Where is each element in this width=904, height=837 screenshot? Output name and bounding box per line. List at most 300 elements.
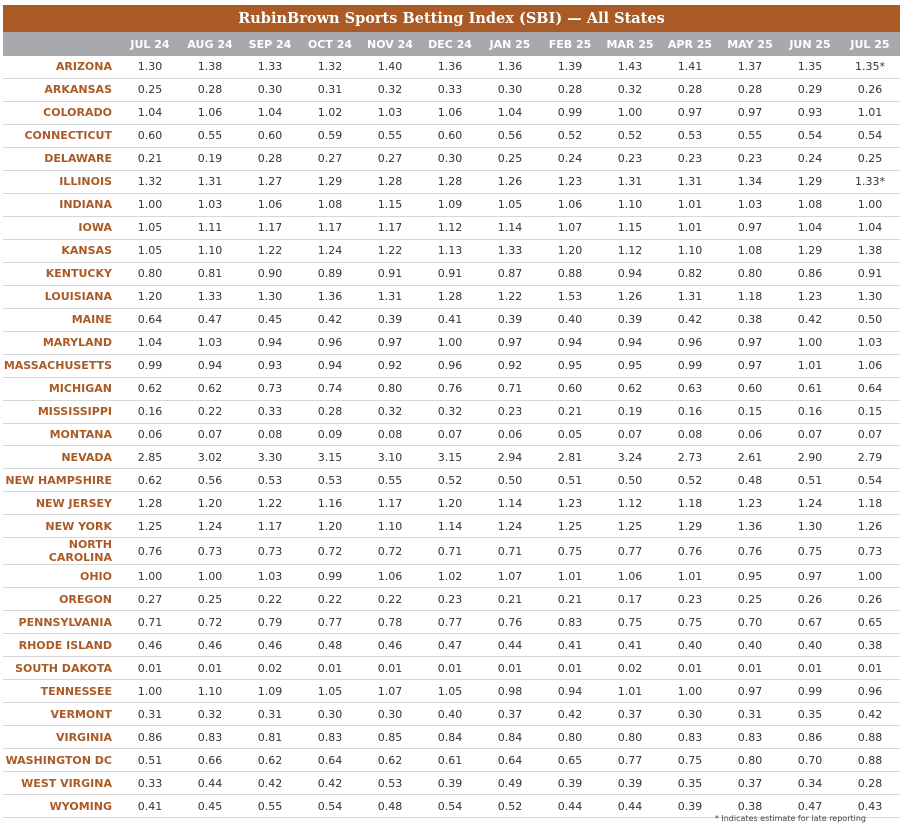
index-value-cell: 0.23 [600,147,660,170]
index-value-cell: 1.36 [720,515,780,538]
index-value-cell: 0.71 [120,611,180,634]
index-value-cell: 0.94 [600,331,660,354]
index-value-cell: 0.28 [720,78,780,101]
index-value-cell: 1.16 [300,492,360,515]
table-row [3,193,900,216]
index-value-cell: 1.31 [660,170,720,193]
sbi-table-container [3,5,900,818]
index-value-cell: 0.55 [720,124,780,147]
index-value-cell: 0.07 [780,423,840,446]
table-title: RubinBrown Sports Betting Index (SBI) — All States [3,5,900,32]
index-value-cell: 2.94 [480,446,540,469]
index-value-cell: 0.82 [660,262,720,285]
index-value-cell: 0.83 [300,726,360,749]
state-name: OREGON [3,588,120,611]
index-value-cell: 0.49 [480,772,540,795]
index-value-cell: 0.45 [180,795,240,818]
index-value-cell: 0.06 [720,423,780,446]
index-value-cell: 0.07 [180,423,240,446]
index-value-cell: 0.01 [480,657,540,680]
index-value-cell: 0.94 [540,680,600,703]
index-value-cell: 0.26 [840,78,900,101]
index-value-cell: 1.17 [360,216,420,239]
index-value-cell: 1.03 [840,331,900,354]
index-value-cell: 0.25 [720,588,780,611]
state-name: MASSACHUSETTS [3,354,120,377]
state-name: ILLINOIS [3,170,120,193]
table-row [3,147,900,170]
index-value-cell: 3.15 [300,446,360,469]
index-value-cell: 0.80 [540,726,600,749]
index-value-cell: 1.08 [720,239,780,262]
index-value-cell: 1.06 [540,193,600,216]
index-value-cell: 1.00 [840,193,900,216]
index-value-cell: 0.22 [360,588,420,611]
index-value-cell: 1.24 [300,239,360,262]
index-value-cell: 0.40 [720,634,780,657]
index-value-cell: 3.15 [420,446,480,469]
table-row [3,588,900,611]
index-value-cell: 0.76 [120,538,180,565]
month-header: NOV 24 [360,32,420,56]
index-value-cell: 0.26 [840,588,900,611]
table-row [3,331,900,354]
index-value-cell: 0.97 [720,354,780,377]
state-name: WEST VIRGINA [3,772,120,795]
index-value-cell: 0.47 [180,308,240,331]
index-value-cell: 1.18 [720,285,780,308]
index-value-cell: 0.64 [480,749,540,772]
index-value-cell: 0.51 [120,749,180,772]
table-row [3,423,900,446]
state-name: VIRGINIA [3,726,120,749]
index-value-cell: 1.05 [420,680,480,703]
index-value-cell: 1.24 [480,515,540,538]
index-value-cell: 1.03 [180,193,240,216]
table-row [3,124,900,147]
index-value-cell: 0.99 [780,680,840,703]
index-value-cell: 1.12 [420,216,480,239]
index-value-cell: 1.07 [480,565,540,588]
index-value-cell: 0.28 [300,400,360,423]
index-value-cell: 0.07 [420,423,480,446]
index-value-cell: 1.07 [540,216,600,239]
index-value-cell: 2.61 [720,446,780,469]
index-value-cell: 1.31 [180,170,240,193]
index-value-cell: 1.01 [660,565,720,588]
index-value-cell: 1.20 [300,515,360,538]
index-value-cell: 0.42 [840,703,900,726]
index-value-cell: 0.97 [660,101,720,124]
month-header: JUL 24 [120,32,180,56]
index-value-cell: 1.00 [660,680,720,703]
index-value-cell: 1.02 [420,565,480,588]
index-value-cell: 0.86 [120,726,180,749]
index-value-cell: 1.23 [720,492,780,515]
index-value-cell: 0.41 [120,795,180,818]
index-value-cell: 1.08 [780,193,840,216]
index-value-cell: 0.46 [240,634,300,657]
index-value-cell: 1.10 [660,239,720,262]
index-value-cell: 0.97 [780,565,840,588]
table-row [3,239,900,262]
index-value-cell: 1.12 [600,492,660,515]
index-value-cell: 1.36 [480,56,540,78]
index-value-cell: 1.20 [180,492,240,515]
index-value-cell: 0.42 [300,308,360,331]
state-name: LOUISIANA [3,285,120,308]
index-value-cell: 0.60 [120,124,180,147]
state-name: WASHINGTON DC [3,749,120,772]
index-value-cell: 0.41 [540,634,600,657]
index-value-cell: 0.88 [840,749,900,772]
index-value-cell: 0.80 [120,262,180,285]
index-value-cell: 0.97 [360,331,420,354]
index-value-cell: 3.24 [600,446,660,469]
index-value-cell: 0.64 [840,377,900,400]
index-value-cell: 1.20 [420,492,480,515]
index-value-cell: 1.05 [120,216,180,239]
index-value-cell: 0.52 [660,469,720,492]
state-name: MONTANA [3,423,120,446]
index-value-cell: 0.78 [360,611,420,634]
index-value-cell: 0.76 [660,538,720,565]
index-value-cell: 0.91 [420,262,480,285]
index-value-cell: 1.20 [120,285,180,308]
index-value-cell: 1.22 [360,239,420,262]
index-value-cell: 0.08 [660,423,720,446]
index-value-cell: 0.24 [540,147,600,170]
table-row [3,492,900,515]
index-value-cell: 0.46 [120,634,180,657]
index-value-cell: 0.28 [540,78,600,101]
index-value-cell: 0.77 [300,611,360,634]
index-value-cell: 1.20 [540,239,600,262]
index-value-cell: 0.50 [480,469,540,492]
index-value-cell: 0.55 [240,795,300,818]
index-value-cell: 1.14 [480,492,540,515]
index-value-cell: 1.22 [240,239,300,262]
index-value-cell: 0.16 [120,400,180,423]
index-value-cell: 1.08 [300,193,360,216]
index-value-cell: 0.40 [420,703,480,726]
index-value-cell: 0.01 [180,657,240,680]
index-value-cell: 1.10 [360,515,420,538]
index-value-cell: 0.30 [480,78,540,101]
index-value-cell: 1.03 [180,331,240,354]
index-value-cell: 0.21 [480,588,540,611]
index-value-cell: 0.53 [660,124,720,147]
index-value-cell: 0.50 [840,308,900,331]
index-value-cell: 0.96 [840,680,900,703]
month-header: JUN 25 [780,32,840,56]
table-row [3,78,900,101]
index-value-cell: 0.01 [540,657,600,680]
index-value-cell: 0.96 [420,354,480,377]
index-value-cell: 1.09 [420,193,480,216]
index-value-cell: 1.01 [660,216,720,239]
index-value-cell: 0.89 [300,262,360,285]
index-value-cell: 1.04 [240,101,300,124]
header-row [3,32,900,56]
index-value-cell: 1.33 [180,285,240,308]
index-value-cell: 2.79 [840,446,900,469]
index-value-cell: 1.06 [180,101,240,124]
index-value-cell: 1.23 [540,170,600,193]
index-value-cell: 1.33 [240,56,300,78]
index-value-cell: 0.94 [540,331,600,354]
index-value-cell: 0.42 [660,308,720,331]
state-name: PENNSYLVANIA [3,611,120,634]
index-value-cell: 1.28 [420,285,480,308]
index-value-cell: 0.55 [360,469,420,492]
index-value-cell: 1.10 [180,680,240,703]
index-value-cell: 0.28 [660,78,720,101]
index-value-cell: 0.23 [420,588,480,611]
index-value-cell: 0.56 [480,124,540,147]
index-value-cell: 0.91 [840,262,900,285]
index-value-cell: 1.04 [120,331,180,354]
index-value-cell: 0.81 [240,726,300,749]
index-value-cell: 0.38 [720,795,780,818]
index-value-cell: 0.80 [600,726,660,749]
index-value-cell: 1.02 [300,101,360,124]
index-value-cell: 1.32 [120,170,180,193]
index-value-cell: 0.71 [420,538,480,565]
index-value-cell: 0.21 [540,400,600,423]
index-value-cell: 0.01 [720,657,780,680]
index-value-cell: 0.31 [720,703,780,726]
index-value-cell: 1.01 [840,101,900,124]
index-value-cell: 1.00 [120,680,180,703]
state-name: KENTUCKY [3,262,120,285]
index-value-cell: 0.08 [360,423,420,446]
index-value-cell: 0.28 [180,78,240,101]
index-value-cell: 0.22 [240,588,300,611]
index-value-cell: 1.11 [180,216,240,239]
index-value-cell: 0.01 [420,657,480,680]
index-value-cell: 0.75 [540,538,600,565]
index-value-cell: 0.43 [840,795,900,818]
index-value-cell: 0.77 [600,749,660,772]
state-name: ARKANSAS [3,78,120,101]
index-value-cell: 0.76 [720,538,780,565]
index-value-cell: 1.03 [360,101,420,124]
table-row [3,377,900,400]
index-value-cell: 0.46 [360,634,420,657]
index-value-cell: 0.98 [480,680,540,703]
index-value-cell: 1.17 [300,216,360,239]
index-value-cell: 1.25 [600,515,660,538]
index-value-cell: 0.30 [300,703,360,726]
index-value-cell: 1.04 [480,101,540,124]
month-header: MAR 25 [600,32,660,56]
index-value-cell: 0.39 [600,308,660,331]
index-value-cell: 0.01 [120,657,180,680]
index-value-cell: 0.64 [120,308,180,331]
table-row [3,469,900,492]
index-value-cell: 1.03 [240,565,300,588]
index-value-cell: 0.44 [180,772,240,795]
month-header: MAY 25 [720,32,780,56]
index-value-cell: 1.18 [840,492,900,515]
index-value-cell: 0.01 [780,657,840,680]
index-value-cell: 0.52 [540,124,600,147]
index-value-cell: 1.33* [840,170,900,193]
index-value-cell: 0.93 [240,354,300,377]
index-value-cell: 0.22 [300,588,360,611]
index-value-cell: 0.37 [480,703,540,726]
index-value-cell: 0.55 [360,124,420,147]
index-value-cell: 0.01 [660,657,720,680]
index-value-cell: 1.15 [600,216,660,239]
index-value-cell: 0.24 [780,147,840,170]
index-value-cell: 1.10 [180,239,240,262]
index-value-cell: 0.44 [480,634,540,657]
index-value-cell: 0.15 [720,400,780,423]
index-value-cell: 0.99 [660,354,720,377]
index-value-cell: 1.05 [480,193,540,216]
index-value-cell: 1.27 [240,170,300,193]
index-value-cell: 0.44 [600,795,660,818]
index-value-cell: 0.39 [480,308,540,331]
index-value-cell: 0.23 [720,147,780,170]
index-value-cell: 0.72 [360,538,420,565]
index-value-cell: 1.31 [600,170,660,193]
index-value-cell: 0.91 [360,262,420,285]
state-name: TENNESSEE [3,680,120,703]
index-value-cell: 1.30 [240,285,300,308]
table-row [3,657,900,680]
state-name: NORTH CAROLINA [3,538,120,565]
index-value-cell: 0.62 [360,749,420,772]
index-value-cell: 0.31 [120,703,180,726]
index-value-cell: 1.03 [720,193,780,216]
index-value-cell: 0.70 [780,749,840,772]
index-value-cell: 0.25 [120,78,180,101]
index-value-cell: 1.00 [780,331,840,354]
index-value-cell: 0.62 [600,377,660,400]
index-value-cell: 0.34 [780,772,840,795]
index-value-cell: 0.15 [840,400,900,423]
index-value-cell: 0.02 [600,657,660,680]
table-row [3,680,900,703]
state-name: RHODE ISLAND [3,634,120,657]
index-value-cell: 0.65 [840,611,900,634]
table-row [3,446,900,469]
index-value-cell: 0.61 [420,749,480,772]
state-name: MICHIGAN [3,377,120,400]
index-value-cell: 0.80 [720,262,780,285]
index-value-cell: 0.54 [840,469,900,492]
index-value-cell: 0.29 [780,78,840,101]
index-value-cell: 0.32 [600,78,660,101]
table-row [3,400,900,423]
index-value-cell: 0.38 [840,634,900,657]
index-value-cell: 0.25 [840,147,900,170]
index-value-cell: 0.06 [120,423,180,446]
index-value-cell: 1.43 [600,56,660,78]
index-value-cell: 0.97 [480,331,540,354]
table-row [3,354,900,377]
month-header: JAN 25 [480,32,540,56]
index-value-cell: 1.04 [780,216,840,239]
index-value-cell: 0.94 [300,354,360,377]
index-value-cell: 0.53 [360,772,420,795]
index-value-cell: 0.39 [600,772,660,795]
index-value-cell: 0.88 [540,262,600,285]
index-value-cell: 1.26 [600,285,660,308]
index-value-cell: 0.48 [360,795,420,818]
index-value-cell: 0.28 [240,147,300,170]
index-value-cell: 0.92 [480,354,540,377]
index-value-cell: 0.06 [480,423,540,446]
index-value-cell: 0.47 [420,634,480,657]
index-value-cell: 0.55 [180,124,240,147]
index-value-cell: 0.40 [780,634,840,657]
index-value-cell: 0.56 [180,469,240,492]
index-value-cell: 0.74 [300,377,360,400]
index-value-cell: 1.09 [240,680,300,703]
state-name: ARIZONA [3,56,120,78]
index-value-cell: 0.61 [780,377,840,400]
index-value-cell: 1.34 [720,170,780,193]
index-value-cell: 0.52 [480,795,540,818]
index-value-cell: 0.95 [720,565,780,588]
index-value-cell: 0.25 [180,588,240,611]
index-value-cell: 0.45 [240,308,300,331]
index-value-cell: 0.67 [780,611,840,634]
index-value-cell: 0.37 [720,772,780,795]
index-value-cell: 0.76 [480,611,540,634]
index-value-cell: 0.07 [600,423,660,446]
index-value-cell: 0.94 [240,331,300,354]
index-value-cell: 1.01 [780,354,840,377]
index-value-cell: 0.40 [540,308,600,331]
index-value-cell: 2.73 [660,446,720,469]
index-value-cell: 1.00 [120,565,180,588]
table-row [3,634,900,657]
index-value-cell: 0.75 [660,749,720,772]
index-value-cell: 0.62 [180,377,240,400]
index-value-cell: 1.35* [840,56,900,78]
index-value-cell: 0.94 [180,354,240,377]
index-value-cell: 0.54 [840,124,900,147]
month-header: FEB 25 [540,32,600,56]
state-name: INDIANA [3,193,120,216]
index-value-cell: 0.99 [300,565,360,588]
index-value-cell: 0.88 [840,726,900,749]
state-name: NEW YORK [3,515,120,538]
index-value-cell: 0.79 [240,611,300,634]
index-value-cell: 0.62 [120,377,180,400]
index-value-cell: 0.84 [420,726,480,749]
index-value-cell: 0.83 [540,611,600,634]
state-name: SOUTH DAKOTA [3,657,120,680]
index-value-cell: 0.96 [300,331,360,354]
index-value-cell: 0.97 [720,331,780,354]
month-header: JUL 25 [840,32,900,56]
index-value-cell: 0.41 [600,634,660,657]
index-value-cell: 1.28 [120,492,180,515]
index-value-cell: 0.93 [780,101,840,124]
table-body [3,56,900,818]
index-value-cell: 0.95 [600,354,660,377]
index-value-cell: 0.41 [420,308,480,331]
index-value-cell: 0.27 [300,147,360,170]
index-value-cell: 1.23 [540,492,600,515]
index-value-cell: 0.62 [240,749,300,772]
